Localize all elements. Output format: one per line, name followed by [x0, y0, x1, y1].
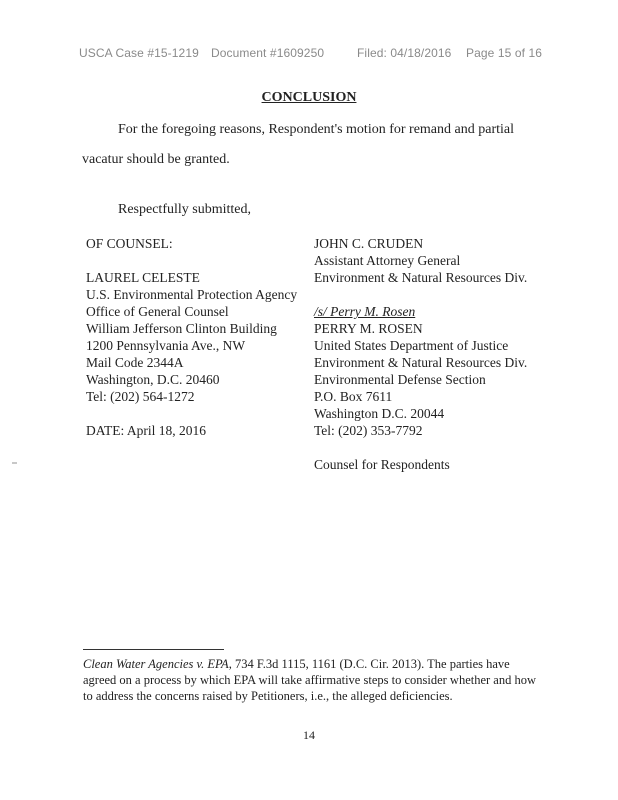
- attorney-line: Environmental Defense Section: [314, 372, 486, 387]
- attorney-line: Environment & Natural Resources Div.: [314, 355, 528, 370]
- page-number: 14: [303, 728, 315, 742]
- counsel-for-respondents: Counsel for Respondents: [314, 457, 450, 472]
- body-paragraph-1: For the foregoing reasons, Respondent's motion for remand and partial: [118, 122, 514, 137]
- counsel-line: Mail Code 2344A: [86, 355, 184, 370]
- of-counsel-label: OF COUNSEL:: [86, 236, 173, 251]
- filed-date: Filed: 04/18/2016: [357, 46, 452, 60]
- counsel-line: Office of General Counsel: [86, 304, 229, 319]
- case-number: USCA Case #15-1219: [79, 46, 199, 60]
- attorney-line: United States Department of Justice: [314, 338, 509, 353]
- footnote-case-name: Clean Water Agencies v. EPA: [83, 657, 229, 671]
- body-paragraph-2: vacatur should be granted.: [82, 152, 230, 167]
- counsel-line: 1200 Pennsylvania Ave., NW: [86, 338, 246, 353]
- footnote-text: , 734 F.3d 1115, 1161 (D.C. Cir. 2013). The parties have agreed on a process by which EPA will take affirmative steps to consider whether and how to address the concerns raised by Petitioners, i.e., the alleged deficiencies.: [83, 657, 537, 703]
- counsel-line: U.S. Environmental Protection Agency: [86, 287, 298, 302]
- signing-date: DATE: April 18, 2016: [86, 423, 206, 438]
- aag-division: Environment & Natural Resources Div.: [314, 270, 528, 285]
- attorney-line: PERRY M. ROSEN: [314, 321, 423, 336]
- attorney-line: Washington D.C. 20044: [314, 406, 445, 421]
- aag-title: Assistant Attorney General: [314, 253, 461, 268]
- counsel-line: Washington, D.C. 20460: [86, 372, 220, 387]
- page-of-total: Page 15 of 16: [466, 46, 543, 60]
- counsel-line: Tel: (202) 564-1272: [86, 389, 195, 404]
- footnote: [83, 656, 543, 704]
- counsel-line: William Jefferson Clinton Building: [86, 321, 277, 336]
- counsel-line: LAUREL CELESTE: [86, 270, 200, 285]
- attorney-line: P.O. Box 7611: [314, 389, 393, 404]
- scan-artifact: [12, 462, 17, 464]
- closing-line: Respectfully submitted,: [118, 202, 251, 217]
- section-heading: CONCLUSION: [261, 90, 357, 105]
- of-counsel-block: [86, 235, 297, 439]
- document-number: Document #1609250: [211, 46, 325, 60]
- electronic-signature: /s/ Perry M. Rosen: [314, 304, 416, 319]
- signature-block: [314, 235, 527, 473]
- attorney-line: Tel: (202) 353-7792: [314, 423, 423, 438]
- aag-name: JOHN C. CRUDEN: [314, 236, 424, 251]
- footnote-rule: [83, 649, 224, 650]
